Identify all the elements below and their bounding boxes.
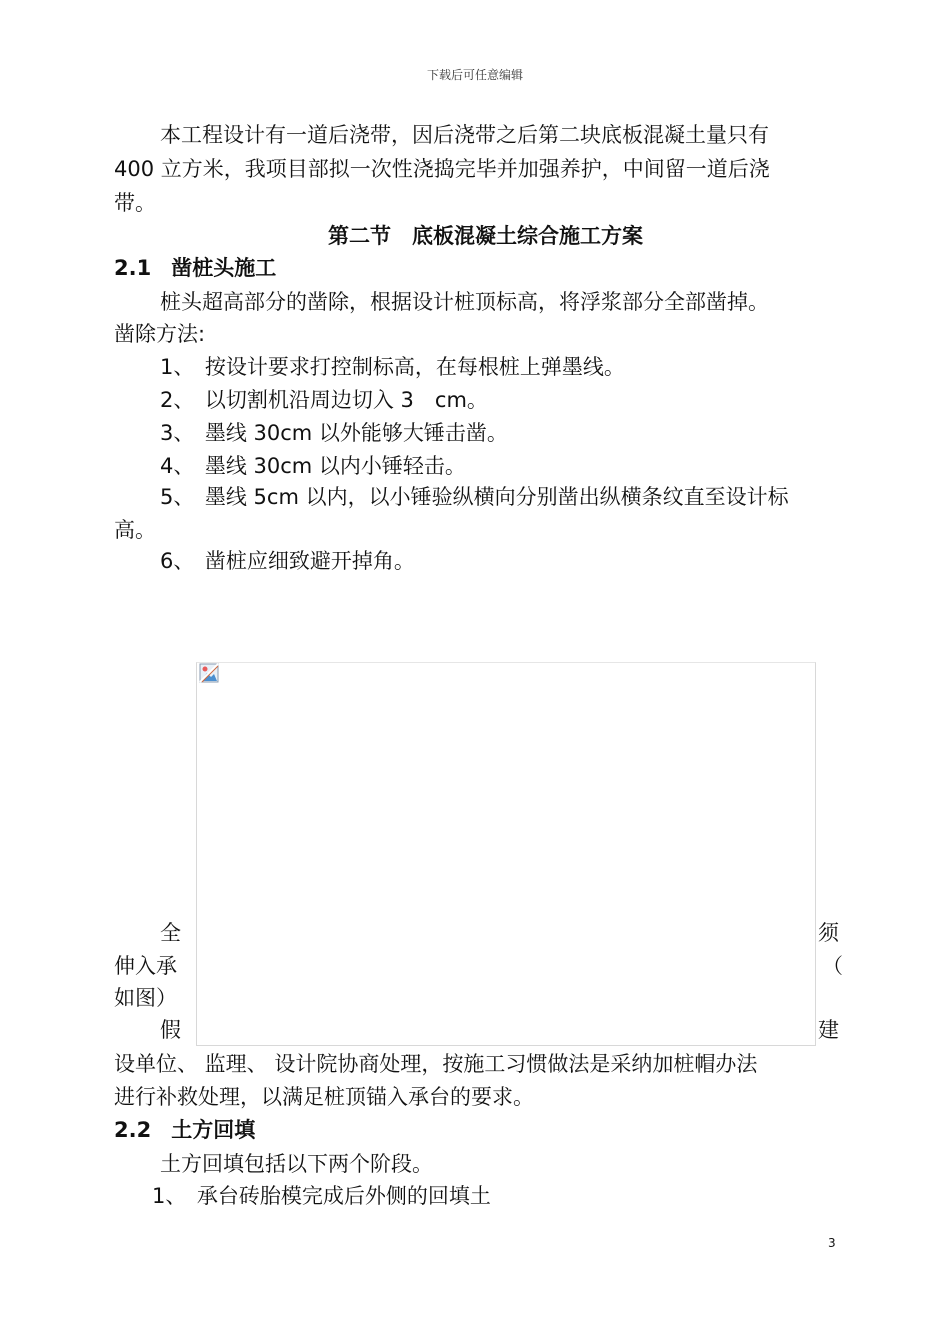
heading-2-2 [114,1115,255,1145]
occluded-right-b: （ [822,954,843,978]
heading-2-1-number: 2.1 [114,256,152,280]
after-image-line-2: 进行补救处理，以满足桩顶锚入承台的要求。 [114,1085,534,1109]
heading-2-1 [114,253,276,283]
step-3: 3、 墨线 30cm 以外能够大锤击凿。 [160,421,508,445]
heading-2-1-title: 凿桩头施工 [171,256,277,280]
occluded-left-b: 伸入承 [114,954,177,978]
broken-image-icon [199,663,219,683]
section-title: 第二节 底板混凝土综合施工方案 [328,224,643,248]
occluded-left-c: 如图） [114,986,177,1010]
page-number: 3 [828,1236,836,1250]
heading-2-2-number: 2.2 [114,1118,152,1142]
step-1: 1、 按设计要求打控制标高，在每根桩上弹墨线。 [160,355,625,379]
intro-line-2: 400 立方米，我项目部拟一次性浇捣完毕并加强养护，中间留一道后浇 [114,157,770,181]
embedded-image [196,662,816,1046]
step-6: 6、 凿桩应细致避开掉角。 [160,549,415,573]
s22-step-1: 1、 承台砖胎模完成后外侧的回填土 [152,1184,491,1208]
occluded-left-d: 假 [160,1018,181,1042]
step-5: 5、 墨线 5cm 以内，以小锤验纵横向分别凿出纵横条纹直至设计标 [160,485,789,509]
s21-para-line-1: 桩头超高部分的凿除，根据设计桩顶标高，将浮浆部分全部凿掉。 [160,290,769,314]
intro-line-3: 带。 [114,191,156,215]
step-4: 4、 墨线 30cm 以内小锤轻击。 [160,454,466,478]
step-5-continued: 高。 [114,518,156,542]
after-image-line-1: 设单位、 监理、 设计院协商处理，按施工习惯做法是采纳加桩帽办法 [114,1052,758,1076]
intro-line-1: 本工程设计有一道后浇带，因后浇带之后第二块底板混凝土量只有 [160,123,769,147]
s22-para: 土方回填包括以下两个阶段。 [160,1152,433,1176]
occluded-left-a: 全 [160,921,181,945]
step-2: 2、 以切割机沿周边切入 3 cm。 [160,388,488,412]
heading-2-2-title: 土方回填 [171,1118,256,1142]
occluded-right-a: 须 [818,921,839,945]
s21-para-line-2: 凿除方法: [114,322,206,346]
header-note: 下载后可任意编辑 [426,68,523,82]
occluded-right-d: 建 [818,1018,839,1042]
